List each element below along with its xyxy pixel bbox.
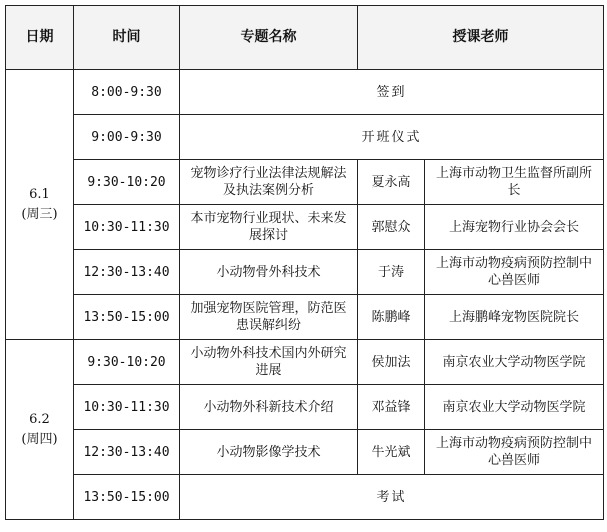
- event-cell: 开班仪式: [180, 115, 604, 160]
- header-topic: 专题名称: [180, 6, 358, 70]
- header-teacher: 授课老师: [358, 6, 604, 70]
- date-label: 6.1: [29, 186, 50, 202]
- org-cell: 上海市动物疫病预防控制中心兽医师: [425, 430, 604, 475]
- org-cell: 南京农业大学动物医学院: [425, 385, 604, 430]
- time-cell: 8:00-9:30: [74, 70, 180, 115]
- teacher-cell: 于涛: [358, 250, 425, 295]
- topic-cell: 小动物外科技术国内外研究进展: [180, 340, 358, 385]
- table-row: [6, 70, 604, 115]
- header-date: 日期: [6, 6, 74, 70]
- teacher-cell: 郭慰众: [358, 205, 425, 250]
- time-cell: 13:50-15:00: [74, 475, 180, 520]
- org-cell: 上海鹏峰宠物医院院长: [425, 295, 604, 340]
- topic-cell: 小动物外科新技术介绍: [180, 385, 358, 430]
- time-cell: 10:30-11:30: [74, 385, 180, 430]
- table-row: [6, 385, 604, 430]
- topic-cell: 加强宠物医院管理，防范医患误解纠纷: [180, 295, 358, 340]
- topic-cell: 小动物骨外科技术: [180, 250, 358, 295]
- teacher-cell: 侯加法: [358, 340, 425, 385]
- table-row: [6, 160, 604, 205]
- time-cell: 12:30-13:40: [74, 430, 180, 475]
- weekday-label: (周三): [21, 206, 58, 222]
- event-cell: 签到: [180, 70, 604, 115]
- time-cell: 12:30-13:40: [74, 250, 180, 295]
- table-row: [6, 475, 604, 520]
- table-row: [6, 205, 604, 250]
- org-cell: 南京农业大学动物医学院: [425, 340, 604, 385]
- time-cell: 13:50-15:00: [74, 295, 180, 340]
- header-time: 时间: [74, 6, 180, 70]
- weekday-label: (周四): [21, 431, 58, 447]
- teacher-cell: 邓益锋: [358, 385, 425, 430]
- time-cell: 10:30-11:30: [74, 205, 180, 250]
- table-row: [6, 430, 604, 475]
- date-label: 6.2: [29, 411, 50, 427]
- schedule-table: [5, 5, 604, 520]
- table-row: [6, 115, 604, 160]
- teacher-cell: 牛光斌: [358, 430, 425, 475]
- table-row: [6, 340, 604, 385]
- header-row: [6, 6, 604, 70]
- org-cell: 上海宠物行业协会会长: [425, 205, 604, 250]
- table-row: [6, 295, 604, 340]
- date-cell-day1: [6, 70, 74, 340]
- teacher-cell: 陈鹏峰: [358, 295, 425, 340]
- table-row: [6, 250, 604, 295]
- time-cell: 9:30-10:20: [74, 340, 180, 385]
- topic-cell: 本市宠物行业现状、未来发展探讨: [180, 205, 358, 250]
- org-cell: 上海市动物疫病预防控制中心兽医师: [425, 250, 604, 295]
- event-cell: 考试: [180, 475, 604, 520]
- topic-cell: 宠物诊疗行业法律法规解法及执法案例分析: [180, 160, 358, 205]
- time-cell: 9:00-9:30: [74, 115, 180, 160]
- org-cell: 上海市动物卫生监督所副所长: [425, 160, 604, 205]
- time-cell: 9:30-10:20: [74, 160, 180, 205]
- date-cell-day2: [6, 340, 74, 520]
- topic-cell: 小动物影像学技术: [180, 430, 358, 475]
- teacher-cell: 夏永高: [358, 160, 425, 205]
